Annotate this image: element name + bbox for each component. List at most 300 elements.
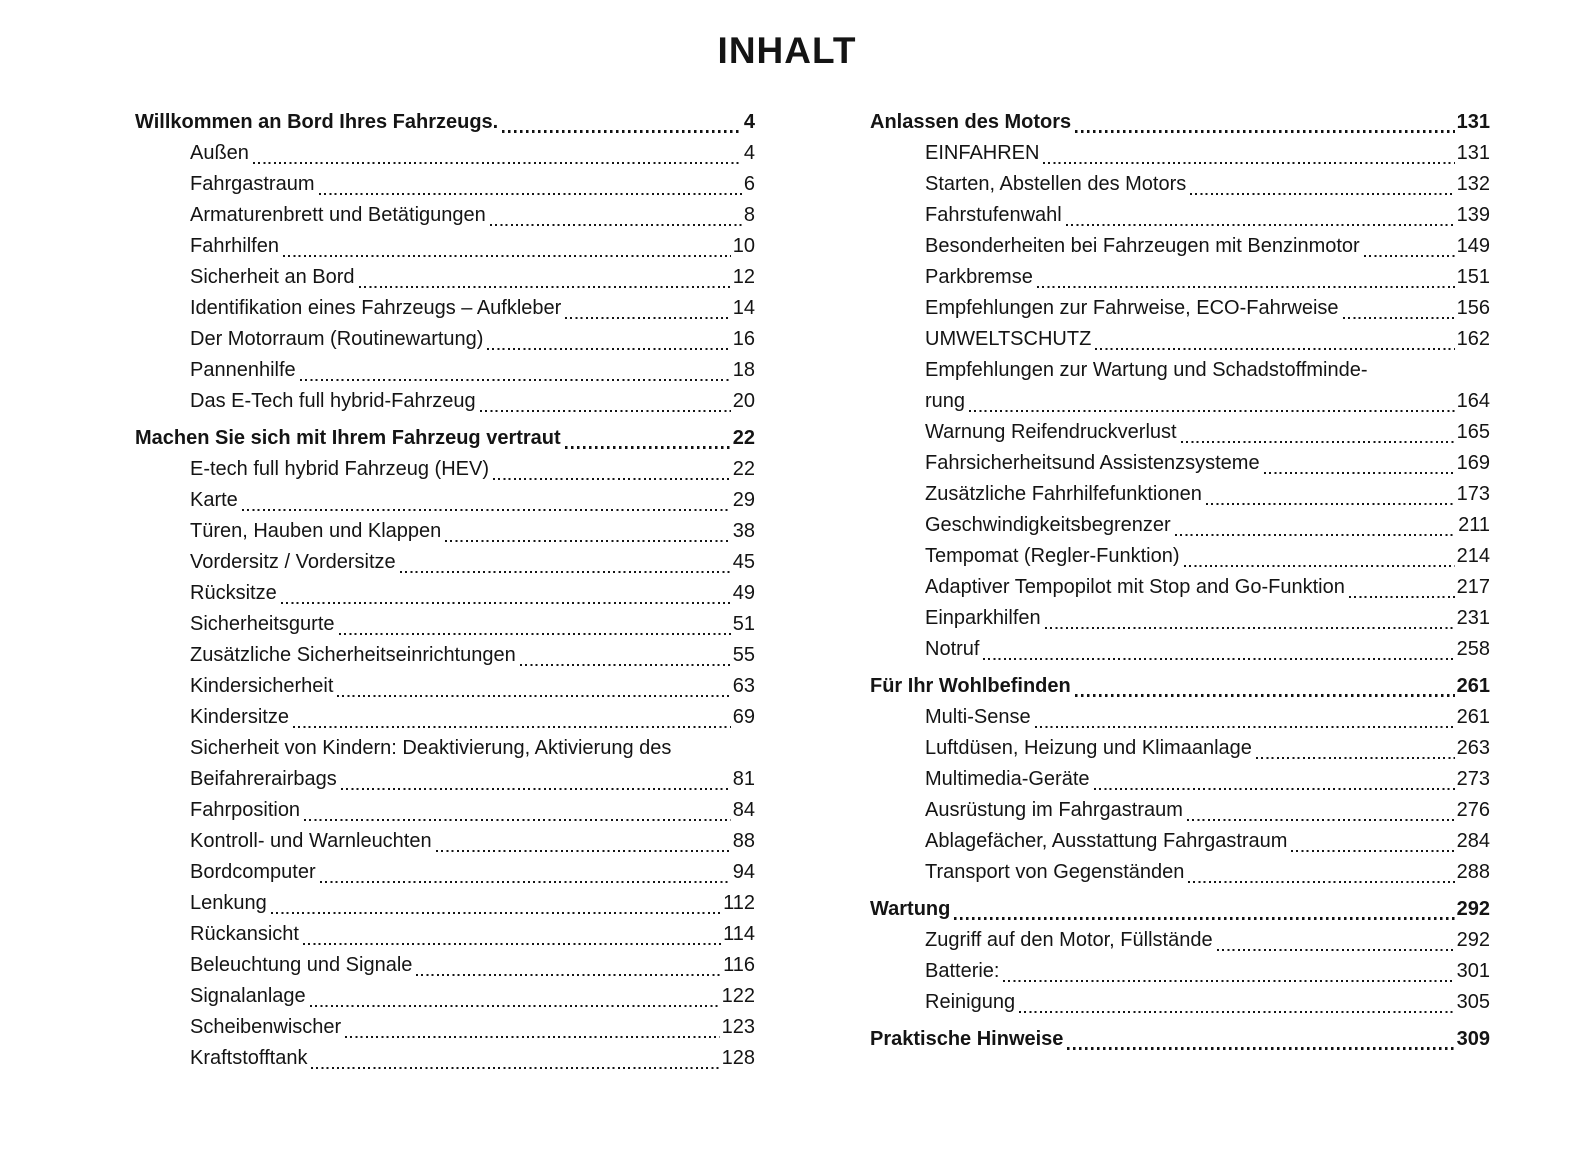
toc-entry-row — [190, 919, 755, 950]
toc-entry-label: Signalanlage — [190, 985, 306, 1007]
toc-entry — [870, 169, 1490, 200]
dot-leader — [1045, 627, 1455, 630]
page-number: 131 — [1456, 142, 1490, 164]
toc-entry — [870, 231, 1490, 262]
page-number: 305 — [1456, 991, 1490, 1013]
page-number: 114 — [723, 923, 755, 945]
toc-entry-row — [925, 795, 1490, 826]
toc-entry-label: Warnung Reifendruckverlust — [925, 421, 1177, 443]
toc-entry-row — [190, 516, 755, 547]
page-number: 164 — [1456, 390, 1490, 412]
toc-entry — [870, 448, 1490, 479]
page-number: 8 — [743, 204, 755, 226]
page-number: 69 — [732, 706, 755, 728]
toc-entry-label: Multi-Sense — [925, 706, 1031, 728]
toc-entry-row — [190, 485, 755, 516]
toc-entry-label: Sicherheitsgurte — [190, 613, 335, 635]
toc-entry-row — [925, 826, 1490, 857]
page-number: 173 — [1456, 483, 1490, 505]
toc-section — [135, 107, 755, 417]
dot-leader — [565, 446, 731, 449]
toc-entry — [870, 826, 1490, 857]
toc-entry-label: Kontroll- und Warnleuchten — [190, 830, 432, 852]
toc-entry-row — [925, 987, 1490, 1018]
dot-leader — [520, 664, 731, 667]
page-number: 122 — [721, 985, 755, 1007]
toc-entry-label: Tempomat (Regler-Funktion) — [925, 545, 1180, 567]
toc-entry-row — [925, 324, 1490, 355]
toc-entry — [135, 950, 755, 981]
page-number: 55 — [732, 644, 755, 666]
dot-leader — [1184, 565, 1455, 568]
dot-leader — [1075, 694, 1455, 697]
toc-section-title-row — [870, 894, 1490, 925]
toc-entry — [135, 200, 755, 231]
toc-entry-label: Besonderheiten bei Fahrzeugen mit Benzinmotor — [925, 235, 1360, 257]
toc-section-title-label: Anlassen des Motors — [870, 111, 1072, 133]
toc-entry — [135, 355, 755, 386]
toc-entry-label: Fahrstufenwahl — [925, 204, 1062, 226]
page-number: 162 — [1456, 328, 1490, 350]
toc-entry-row — [190, 454, 755, 485]
toc-entry-label-line1: Sicherheit von Kindern: Deaktivierung, Aktivierung des — [190, 737, 672, 759]
toc-entry — [135, 547, 755, 578]
toc-entry — [135, 454, 755, 485]
page-number: 273 — [1456, 768, 1490, 790]
toc-entry-label: E-tech full hybrid Fahrzeug (HEV) — [190, 458, 490, 480]
toc-entry — [870, 634, 1490, 665]
toc-entry-label: Zugriff auf den Motor, Füllstände — [925, 929, 1213, 951]
toc-entry — [135, 671, 755, 702]
dot-leader — [300, 379, 731, 382]
toc-entry-label: Beleuchtung und Signale — [190, 954, 413, 976]
toc-entry-row — [925, 925, 1490, 956]
toc-entry-row — [190, 1043, 755, 1074]
dot-leader — [320, 881, 731, 884]
toc-entry — [135, 609, 755, 640]
dot-leader — [969, 410, 1455, 413]
toc-entry — [870, 293, 1490, 324]
page-number: 284 — [1456, 830, 1490, 852]
page-number: 258 — [1456, 638, 1490, 660]
toc-section-title-label: Machen Sie sich mit Ihrem Fahrzeug vertraut — [135, 427, 561, 449]
dot-leader — [1043, 162, 1454, 165]
toc-entry-label: Identifikation eines Fahrzeugs – Aufkleber — [190, 297, 562, 319]
dot-leader — [480, 410, 731, 413]
toc-entry-row — [190, 950, 755, 981]
toc-entry — [870, 479, 1490, 510]
toc-entry — [135, 485, 755, 516]
toc-entry-row — [190, 764, 755, 795]
page-number: 214 — [1456, 545, 1490, 567]
toc-entry — [135, 231, 755, 262]
toc-entry-label: Fahrsicherheitsund Assistenzsysteme — [925, 452, 1260, 474]
dot-leader — [1291, 850, 1454, 853]
page-number: 29 — [732, 489, 755, 511]
toc-entry-row — [190, 888, 755, 919]
dot-leader — [1075, 130, 1454, 133]
toc-entry-label: Starten, Abstellen des Motors — [925, 173, 1187, 195]
toc-entry-label: Kindersicherheit — [190, 675, 334, 697]
page-number: 81 — [732, 768, 755, 790]
dot-leader — [341, 788, 731, 791]
toc-section-title-row — [870, 1024, 1490, 1055]
toc-entry-row — [925, 603, 1490, 634]
toc-entry-label-line1: Empfehlungen zur Wartung und Schadstoffminde- — [925, 359, 1368, 381]
dot-leader — [339, 633, 731, 636]
toc-entry-label: Kraftstofftank — [190, 1047, 308, 1069]
toc-section-title-row — [870, 671, 1490, 702]
dot-leader — [1181, 441, 1455, 444]
dot-leader — [490, 224, 742, 227]
dot-leader — [1206, 503, 1455, 506]
dot-leader — [502, 130, 742, 133]
page-number: 123 — [721, 1016, 755, 1038]
toc-entry-label: Das E-Tech full hybrid-Fahrzeug — [190, 390, 476, 412]
toc-entry-label: Adaptiver Tempopilot mit Stop and Go-Funktion — [925, 576, 1345, 598]
toc-entry-row — [925, 231, 1490, 262]
dot-leader — [416, 974, 721, 977]
page-number: 38 — [732, 520, 755, 542]
toc-section — [870, 1024, 1490, 1055]
dot-leader — [1343, 317, 1455, 320]
toc-entry-row — [190, 386, 755, 417]
toc-entry — [135, 981, 755, 1012]
toc-entry-row — [925, 541, 1490, 572]
toc-entry — [870, 702, 1490, 733]
toc-entry-row — [190, 671, 755, 702]
toc-entry — [870, 956, 1490, 987]
toc-entry-label: Luftdüsen, Heizung und Klimaanlage — [925, 737, 1252, 759]
page-number: 292 — [1456, 898, 1490, 920]
toc-entry-label: Sicherheit an Bord — [190, 266, 355, 288]
toc-entry — [135, 293, 755, 324]
dot-leader — [565, 317, 730, 320]
toc-entry — [135, 826, 755, 857]
dot-leader — [283, 255, 731, 258]
toc-entry-label: Notruf — [925, 638, 980, 660]
toc-entry-row — [925, 702, 1490, 733]
dot-leader — [983, 658, 1454, 661]
page-number: 211 — [1458, 514, 1490, 536]
toc-entry — [870, 417, 1490, 448]
toc-entry — [135, 888, 755, 919]
dot-leader — [303, 943, 721, 946]
toc-entry — [135, 702, 755, 733]
toc-entry-label: Fahrgastraum — [190, 173, 315, 195]
toc-entry-row — [190, 795, 755, 826]
toc-entry — [870, 138, 1490, 169]
toc-section — [870, 107, 1490, 665]
toc-entry — [870, 987, 1490, 1018]
toc-entry — [135, 578, 755, 609]
toc-entry-row — [925, 262, 1490, 293]
toc-entry — [135, 640, 755, 671]
page-number: 165 — [1456, 421, 1490, 443]
toc-entry-label: Türen, Hauben und Klappen — [190, 520, 442, 542]
toc-entry-row — [925, 510, 1490, 541]
toc-entry — [870, 795, 1490, 826]
dot-leader — [954, 917, 1454, 920]
toc-entry-row — [190, 981, 755, 1012]
toc-entry-row — [190, 826, 755, 857]
toc-entry-row — [925, 479, 1490, 510]
dot-leader — [1349, 596, 1455, 599]
toc-entry-row — [925, 200, 1490, 231]
toc-column-left — [135, 107, 755, 1074]
dot-leader — [445, 540, 730, 543]
dot-leader — [359, 286, 731, 289]
toc-entry-row — [190, 138, 755, 169]
page-number: 94 — [732, 861, 755, 883]
toc-entry-label: Pannenhilfe — [190, 359, 296, 381]
dot-leader — [293, 726, 731, 729]
toc-entry — [135, 795, 755, 826]
dot-leader — [253, 162, 742, 165]
page-number: 49 — [732, 582, 755, 604]
toc-entry-label: Parkbremse — [925, 266, 1033, 288]
toc-entry-label: Karte — [190, 489, 238, 511]
toc-entry-row — [925, 634, 1490, 665]
toc-entry-label: Ablagefächer, Ausstattung Fahrgastraum — [925, 830, 1288, 852]
toc-entry-row — [925, 572, 1490, 603]
toc-entry — [870, 200, 1490, 231]
toc-section-title-row — [135, 423, 755, 454]
dot-leader — [337, 695, 730, 698]
toc-entry-row — [925, 169, 1490, 200]
toc-section — [870, 671, 1490, 888]
toc-entry-label: Der Motorraum (Routinewartung) — [190, 328, 484, 350]
toc-entry-label: Zusätzliche Fahrhilfefunktionen — [925, 483, 1202, 505]
toc-entry — [135, 733, 755, 795]
dot-leader — [271, 912, 721, 915]
toc-entry-row — [190, 324, 755, 355]
toc-entry-label: Rücksitze — [190, 582, 277, 604]
toc-entry-label: rung — [925, 390, 966, 412]
toc-entry — [870, 355, 1490, 417]
toc-entry-label: Batterie: — [925, 960, 1000, 982]
page-number: 84 — [732, 799, 755, 821]
dot-leader — [1095, 348, 1454, 351]
page-number: 276 — [1456, 799, 1490, 821]
page-number: 231 — [1456, 607, 1490, 629]
page-number: 131 — [1456, 111, 1490, 133]
page-number: 22 — [732, 427, 755, 449]
dot-leader — [1067, 1047, 1454, 1050]
page-number: 149 — [1456, 235, 1490, 257]
toc-entry — [870, 541, 1490, 572]
toc-entry-label: Außen — [190, 142, 249, 164]
dot-leader — [493, 478, 731, 481]
toc-entry-label: Geschwindigkeitsbegrenzer — [925, 514, 1171, 536]
toc-entry-row — [925, 386, 1490, 417]
toc-entry-label: Rückansicht — [190, 923, 299, 945]
toc-entry — [135, 169, 755, 200]
toc-entry-row — [925, 733, 1490, 764]
toc-section-title-row — [870, 107, 1490, 138]
toc-entry — [135, 857, 755, 888]
toc-section — [870, 894, 1490, 1018]
dot-leader — [319, 193, 742, 196]
toc-entry-label: Ausrüstung im Fahrgastraum — [925, 799, 1183, 821]
toc-entry-row — [190, 169, 755, 200]
dot-leader — [242, 509, 731, 512]
toc-section — [135, 423, 755, 1074]
dot-leader — [281, 602, 731, 605]
page-number: 261 — [1456, 706, 1490, 728]
dot-leader — [1003, 980, 1454, 983]
page-number: 151 — [1456, 266, 1490, 288]
toc-entry-row — [190, 578, 755, 609]
page-title: INHALT — [717, 30, 857, 71]
toc-entry — [135, 919, 755, 950]
toc-entry — [135, 386, 755, 417]
toc-entry-row — [190, 857, 755, 888]
toc-entry-row — [925, 448, 1490, 479]
toc-entry-row — [190, 355, 755, 386]
toc-entry-label: Multimedia-Geräte — [925, 768, 1090, 790]
toc-entry-row — [925, 138, 1490, 169]
toc-entry-row — [925, 293, 1490, 324]
page-number: 63 — [732, 675, 755, 697]
toc-section-title-label: Für Ihr Wohlbefinden — [870, 675, 1071, 697]
toc-entry-label: Reinigung — [925, 991, 1016, 1013]
page-number: 12 — [732, 266, 755, 288]
dot-leader — [1264, 472, 1455, 475]
toc-entry — [870, 324, 1490, 355]
toc-entry-row — [925, 857, 1490, 888]
toc-entry-row — [190, 262, 755, 293]
toc-entry-label: Transport von Gegenständen — [925, 861, 1185, 883]
dot-leader — [1094, 788, 1455, 791]
toc-entry-row — [190, 702, 755, 733]
page-number: 10 — [732, 235, 755, 257]
toc-entry-row — [925, 764, 1490, 795]
toc-entry — [870, 857, 1490, 888]
toc-section-title-label: Willkommen an Bord Ihres Fahrzeugs. — [135, 111, 499, 133]
toc-entry-label: Beifahrerairbags — [190, 768, 337, 790]
page-number: 88 — [732, 830, 755, 852]
dot-leader — [310, 1005, 720, 1008]
dot-leader — [1187, 819, 1455, 822]
page-number: 132 — [1456, 173, 1490, 195]
page-number: 116 — [723, 954, 755, 976]
page-number: 16 — [732, 328, 755, 350]
toc-entry — [870, 603, 1490, 634]
page-number: 263 — [1456, 737, 1490, 759]
toc-entry — [135, 262, 755, 293]
dot-leader — [304, 819, 731, 822]
dot-leader — [1066, 224, 1455, 227]
page-number: 14 — [732, 297, 755, 319]
toc-entry-label: Kindersitze — [190, 706, 289, 728]
dot-leader — [1175, 534, 1456, 537]
toc-column-right — [870, 107, 1490, 1074]
toc-entry-label: Armaturenbrett und Betätigungen — [190, 204, 486, 226]
toc-entry-label: UMWELTSCHUTZ — [925, 328, 1092, 350]
page-number: 112 — [723, 892, 755, 914]
page-number: 288 — [1456, 861, 1490, 883]
dot-leader — [311, 1067, 719, 1070]
dot-leader — [1019, 1011, 1455, 1014]
toc-columns — [0, 107, 1574, 1074]
page-number: 292 — [1456, 929, 1490, 951]
toc-entry — [870, 733, 1490, 764]
toc-entry-row — [190, 640, 755, 671]
toc-entry-label: EINFAHREN — [925, 142, 1040, 164]
page-number: 156 — [1456, 297, 1490, 319]
toc-entry — [135, 324, 755, 355]
toc-entry-row — [190, 293, 755, 324]
dot-leader — [400, 571, 731, 574]
toc-entry-label: Lenkung — [190, 892, 267, 914]
toc-entry — [135, 1043, 755, 1074]
toc-entry-row — [190, 231, 755, 262]
page-number: 309 — [1456, 1028, 1490, 1050]
toc-entry-label: Zusätzliche Sicherheitseinrichtungen — [190, 644, 516, 666]
page-number: 18 — [732, 359, 755, 381]
page-number: 217 — [1456, 576, 1490, 598]
toc-entry-label: Empfehlungen zur Fahrweise, ECO-Fahrweise — [925, 297, 1339, 319]
page-number: 22 — [732, 458, 755, 480]
toc-entry-label: Einparkhilfen — [925, 607, 1041, 629]
page-number: 51 — [732, 613, 755, 635]
toc-entry-row — [925, 956, 1490, 987]
toc-entry-row — [190, 1012, 755, 1043]
dot-leader — [1035, 726, 1455, 729]
page-number: 169 — [1456, 452, 1490, 474]
toc-entry-label: Fahrposition — [190, 799, 301, 821]
page-number: 20 — [732, 390, 755, 412]
toc-entry-label: Fahrhilfen — [190, 235, 279, 257]
dot-leader — [1188, 881, 1454, 884]
toc-entry-row — [190, 547, 755, 578]
page-number: 261 — [1456, 675, 1490, 697]
dot-leader — [436, 850, 731, 853]
page-number: 4 — [743, 111, 755, 133]
toc-section-title-label: Praktische Hinweise — [870, 1028, 1064, 1050]
toc-entry-label: Vordersitz / Vordersitze — [190, 551, 396, 573]
toc-section-title-label: Wartung — [870, 898, 951, 920]
dot-leader — [1364, 255, 1455, 258]
toc-entry — [870, 764, 1490, 795]
dot-leader — [1190, 193, 1454, 196]
dot-leader — [1217, 949, 1455, 952]
toc-entry — [870, 925, 1490, 956]
page-number: 4 — [743, 142, 755, 164]
dot-leader — [1037, 286, 1455, 289]
page-number: 45 — [732, 551, 755, 573]
toc-entry-row — [190, 609, 755, 640]
page-number: 6 — [743, 173, 755, 195]
toc-section-title-row — [135, 107, 755, 138]
dot-leader — [1256, 757, 1455, 760]
dot-leader — [345, 1036, 719, 1039]
page-number: 128 — [721, 1047, 755, 1069]
toc-entry — [870, 262, 1490, 293]
toc-entry — [135, 138, 755, 169]
toc-entry-row — [925, 417, 1490, 448]
toc-entry-row — [190, 200, 755, 231]
toc-entry-label: Scheibenwischer — [190, 1016, 342, 1038]
page-number: 139 — [1456, 204, 1490, 226]
toc-entry-label: Bordcomputer — [190, 861, 316, 883]
toc-entry — [135, 1012, 755, 1043]
toc-entry — [870, 572, 1490, 603]
page-number: 301 — [1456, 960, 1490, 982]
toc-entry — [870, 510, 1490, 541]
toc-entry — [135, 516, 755, 547]
